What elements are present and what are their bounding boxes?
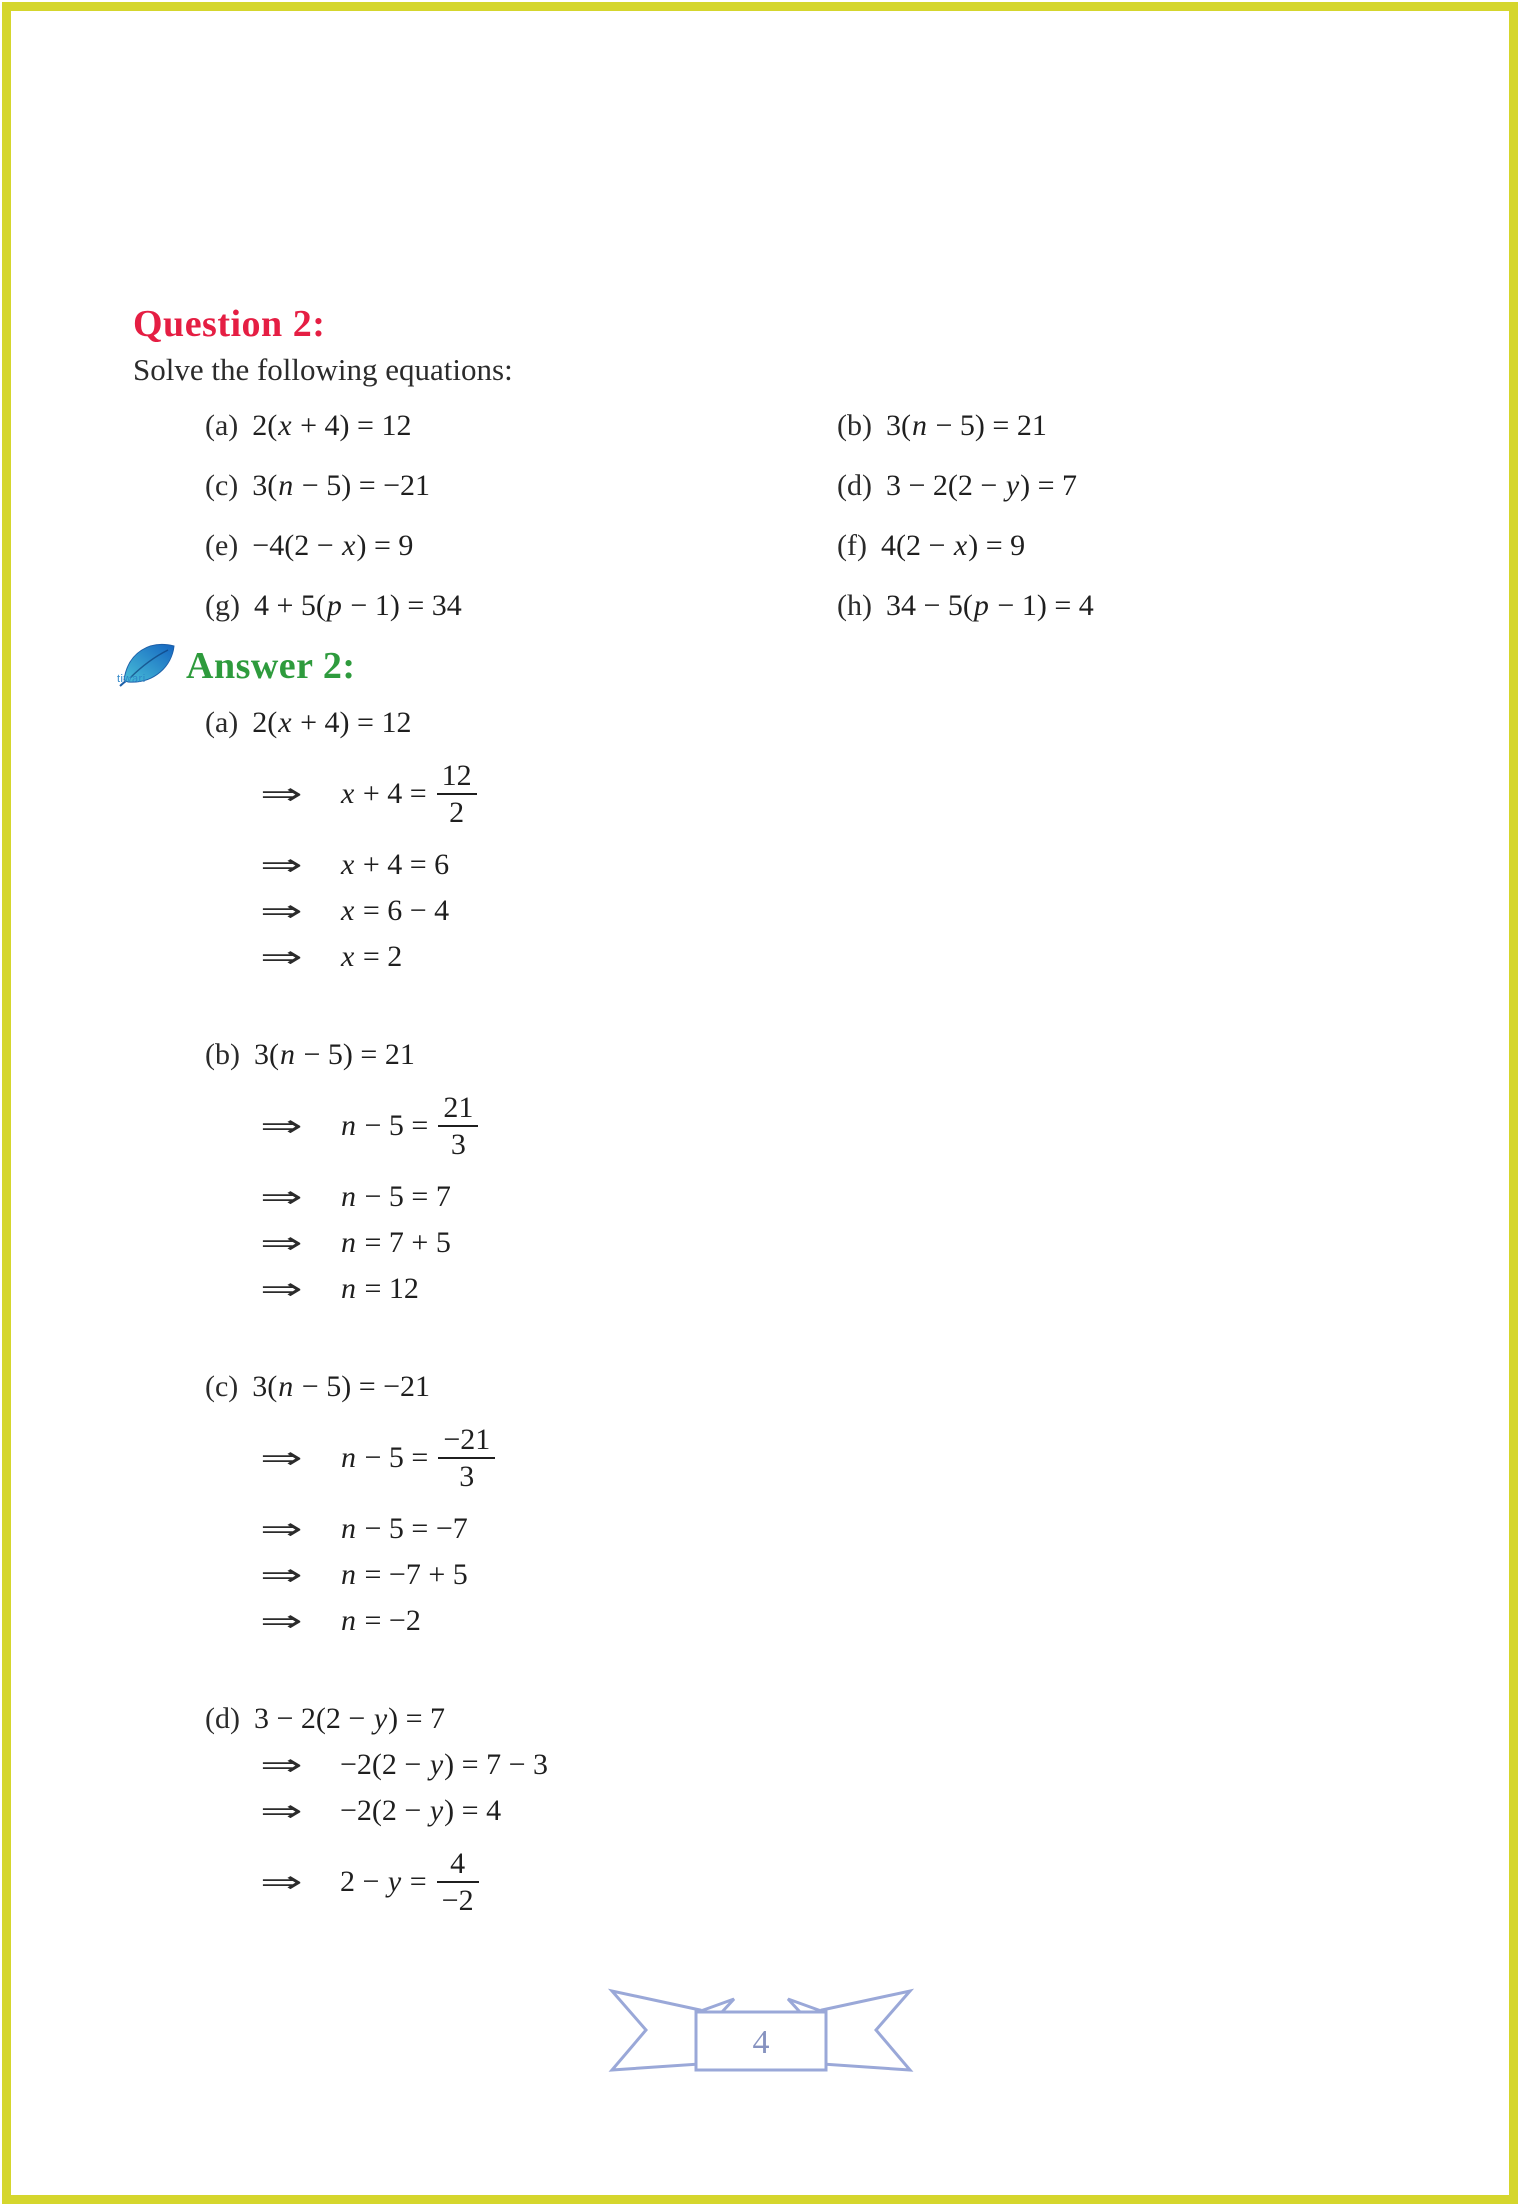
question-item: [205, 576, 837, 636]
question-item: [837, 576, 1094, 636]
answer-step: [205, 1078, 1185, 1174]
implies-arrow: [260, 1604, 340, 1639]
question-equation-list: [205, 396, 1094, 636]
question-item-equation: 4(2 − x) = 9: [880, 529, 1026, 562]
step-expression: n = −7 + 5: [341, 1558, 468, 1591]
implies-arrow: [260, 848, 340, 883]
implies-arrow: [260, 1441, 340, 1476]
question-item-label: (d): [837, 469, 872, 502]
page-number-banner: [606, 1988, 916, 2078]
implies-arrow: [260, 1109, 340, 1144]
banner-left-tail: [612, 1991, 700, 2070]
implies-arrow-glyph: ⇒: [260, 1179, 303, 1215]
implies-arrow-glyph: ⇒: [260, 1511, 303, 1547]
question-heading: Question 2:: [133, 303, 326, 345]
answer-step: [205, 842, 1185, 888]
answer-step: [205, 1742, 1185, 1788]
step-expression: −2(2 − y) = 4: [340, 1794, 502, 1827]
question-item-equation: 4 + 5(p − 1) = 34: [253, 589, 462, 622]
implies-arrow-glyph: ⇒: [260, 1440, 303, 1476]
step-expression: n − 5 = −7: [341, 1512, 468, 1545]
question-item: [205, 396, 837, 456]
implies-arrow-glyph: ⇒: [260, 1864, 303, 1900]
step-expression-lhs: 2 − y =: [340, 1865, 427, 1898]
implies-arrow: [260, 1180, 340, 1215]
fraction-denominator: 2: [449, 796, 465, 829]
implies-arrow-glyph: ⇒: [260, 1271, 303, 1307]
answer-step: [205, 1552, 1185, 1598]
answer-block-heading: [205, 1032, 1185, 1078]
question-item: [837, 516, 1094, 576]
fraction: [437, 1848, 479, 1917]
implies-arrow: [260, 1748, 340, 1783]
answer-step: [205, 934, 1185, 980]
fraction-numerator: 12: [437, 760, 477, 796]
implies-arrow-glyph: ⇒: [260, 1557, 303, 1593]
answer-step: [205, 1788, 1185, 1834]
implies-arrow-glyph: ⇒: [260, 1747, 303, 1783]
answer-step: [205, 1598, 1185, 1644]
question-item-equation: 34 − 5(p − 1) = 4: [885, 589, 1094, 622]
fraction-numerator: 4: [437, 1848, 479, 1884]
answer-block: [205, 700, 1185, 980]
implies-arrow: [260, 1272, 340, 1307]
answer-step: [205, 1410, 1185, 1506]
question-item-label: (h): [837, 589, 872, 622]
step-expression: x = 6 − 4: [341, 894, 450, 927]
answer-block-label: (b): [205, 1038, 240, 1071]
question-item: [205, 516, 837, 576]
question-item-label: (f): [837, 529, 867, 562]
answer-block: [205, 1364, 1185, 1644]
question-intro: Solve the following equations:: [133, 352, 513, 387]
step-expression-lhs: n − 5 =: [341, 1441, 429, 1474]
step-expression: n = 12: [341, 1272, 419, 1305]
question-item-label: (e): [205, 529, 239, 562]
answer-block-label: (d): [205, 1702, 240, 1735]
fraction: [438, 1424, 495, 1493]
implies-arrow-glyph: ⇒: [260, 893, 303, 929]
question-item: [837, 456, 1094, 516]
answer-step: [205, 1834, 1185, 1930]
implies-arrow: [260, 940, 340, 975]
question-item: [205, 456, 837, 516]
step-expression: n = −2: [341, 1604, 421, 1637]
implies-arrow: [260, 777, 340, 812]
tiwari-leaf-icon: [116, 636, 180, 696]
implies-arrow-glyph: ⇒: [260, 1108, 303, 1144]
answer-step: [205, 746, 1185, 842]
answer-block-label: (c): [205, 1370, 239, 1403]
answer-block-equation: 3 − 2(2 − y) = 7: [253, 1702, 446, 1735]
question-item-equation: 3(n − 5) = 21: [885, 409, 1047, 442]
question-item-label: (a): [205, 409, 239, 442]
implies-arrow: [260, 1558, 340, 1593]
fraction: [438, 1092, 478, 1161]
answer-step: [205, 1266, 1185, 1312]
answer-step: [205, 888, 1185, 934]
step-expression-lhs: x + 4 =: [341, 777, 427, 810]
question-item-equation: −4(2 − x) = 9: [252, 529, 414, 562]
fraction-denominator: 3: [450, 1128, 466, 1161]
question-item-equation: 2(x + 4) = 12: [252, 409, 412, 442]
page-number: 4: [752, 2024, 770, 2061]
answer-section: [205, 700, 1185, 1982]
fraction: [437, 760, 477, 829]
implies-arrow-glyph: ⇒: [260, 1793, 303, 1829]
answer-block-equation: 3(n − 5) = −21: [252, 1370, 431, 1403]
banner-right-fold: [788, 1999, 824, 2012]
fraction-denominator: −2: [441, 1884, 474, 1917]
question-item: [837, 396, 1094, 456]
answer-block-heading: [205, 1364, 1185, 1410]
step-expression: x + 4 = 6: [341, 848, 450, 881]
fraction-numerator: 21: [438, 1092, 478, 1128]
implies-arrow-glyph: ⇒: [260, 1603, 303, 1639]
banner-left-fold: [698, 1999, 734, 2012]
answer-block: [205, 1696, 1185, 1930]
step-expression: n = 7 + 5: [341, 1226, 451, 1259]
question-item-equation: 3(n − 5) = −21: [252, 469, 431, 502]
fraction-denominator: 3: [459, 1460, 475, 1493]
step-expression: −2(2 − y) = 7 − 3: [340, 1748, 548, 1781]
fraction-numerator: −21: [438, 1424, 495, 1460]
step-expression-lhs: n − 5 =: [341, 1109, 429, 1142]
implies-arrow: [260, 1226, 340, 1261]
implies-arrow: [260, 1794, 340, 1829]
step-expression: n − 5 = 7: [341, 1180, 451, 1213]
tiwari-logo-text: tiwari: [117, 673, 146, 685]
step-expression: x = 2: [341, 940, 403, 973]
implies-arrow-glyph: ⇒: [260, 1225, 303, 1261]
answer-heading: Answer 2:: [186, 645, 356, 687]
question-item-equation: 3 − 2(2 − y) = 7: [885, 469, 1078, 502]
implies-arrow-glyph: ⇒: [260, 939, 303, 975]
answer-block-equation: 2(x + 4) = 12: [252, 706, 412, 739]
question-item-label: (c): [205, 469, 239, 502]
implies-arrow: [260, 1512, 340, 1547]
question-item-label: (g): [205, 589, 240, 622]
answer-step: [205, 1220, 1185, 1266]
banner-right-tail: [822, 1991, 910, 2070]
implies-arrow-glyph: ⇒: [260, 847, 303, 883]
answer-block-heading: [205, 700, 1185, 746]
answer-block-equation: 3(n − 5) = 21: [253, 1038, 415, 1071]
answer-step: [205, 1174, 1185, 1220]
answer-block: [205, 1032, 1185, 1312]
answer-block-label: (a): [205, 706, 239, 739]
answer-step: [205, 1506, 1185, 1552]
implies-arrow-glyph: ⇒: [260, 776, 303, 812]
implies-arrow: [260, 1865, 340, 1900]
implies-arrow: [260, 894, 340, 929]
question-item-label: (b): [837, 409, 872, 442]
answer-block-heading: [205, 1696, 1185, 1742]
